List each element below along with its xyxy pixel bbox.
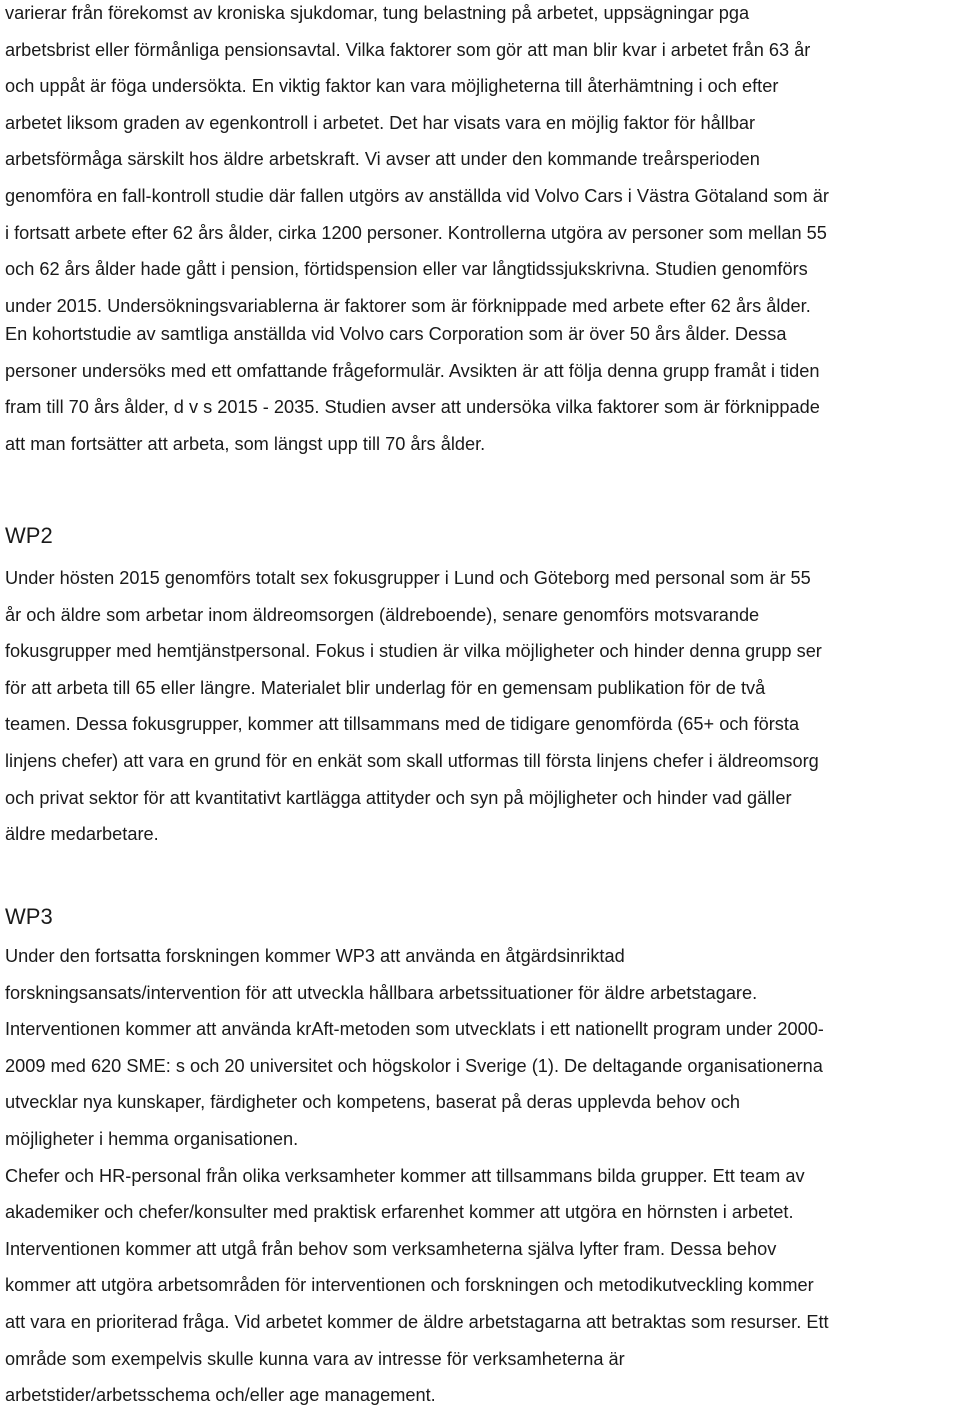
text-line: att vara en prioriterad fråga. Vid arbetet kommer de äldre arbetstagarna att betraktas som resurser. Ett [5, 1311, 829, 1332]
text-line: för att arbeta till 65 eller längre. Materialet blir underlag för en gemensam publikation för de två [5, 677, 766, 698]
text-line: i fortsatt arbete efter 62 års ålder, cirka 1200 personer. Kontrollerna utgöra av personer som mellan 55 [5, 222, 827, 243]
text-line: teamen. Dessa fokusgrupper, kommer att tillsammans med de tidigare genomförda (65+ och första [5, 714, 800, 735]
text-line: En kohortstudie av samtliga anställda vid Volvo cars Corporation som är över 50 års ålder. Dessa [5, 324, 787, 344]
text-line: personer undersöks med ett omfattande frågeformulär. Avsikten är att följa denna grupp framåt i tiden [5, 360, 820, 381]
text-line: Interventionen kommer att använda krAft-metoden som utvecklats i ett nationellt program under 2000- [5, 1019, 824, 1040]
text-line: genomföra en fall-kontroll studie där fallen utgörs av anställda vid Volvo Cars i Västra Götaland som är [5, 185, 829, 206]
text-line: 2009 med 620 SME: s och 20 universitet och högskolor i Sverige (1). De deltagande organisationerna [5, 1055, 823, 1076]
text-line: kommer att utgöra arbetsområden för interventionen och forskningen och metodikutveckling kommer [5, 1275, 814, 1296]
text-line: arbetstider/arbetsschema och/eller age management. [5, 1385, 436, 1406]
text-line: Chefer och HR-personal från olika verksamheter kommer att tillsammans bilda grupper. Ett team av [5, 1165, 805, 1186]
text-line: att man fortsätter att arbeta, som längst upp till 70 års ålder. [5, 433, 486, 454]
text-line: område som exempelvis skulle kunna vara av intresse för verksamheterna är [5, 1348, 625, 1369]
text-line: arbetsbrist eller förmånliga pensionsavtal. Vilka faktorer som gör att man blir kvar i arbetet från 63 år [5, 39, 811, 60]
text-line: fram till 70 års ålder, d v s 2015 - 2035. Studien avser att undersöka vilka faktorer som är förknippade [5, 397, 820, 418]
paragraph-wp2 [5, 560, 822, 853]
text-line: och uppåt är föga undersökta. En viktig faktor kan vara möjligheterna till återhämtning i och efter [5, 76, 779, 97]
paragraph-intro [5, 0, 829, 324]
section-heading-wp3: WP3 [5, 904, 53, 929]
text-line: arbetsförmåga särskilt hos äldre arbetskraft. Vi avser att under den kommande treårsperioden [5, 149, 760, 170]
paragraph-cohort-study [5, 316, 820, 462]
text-line: forskningsansats/intervention för att utveckla hållbara arbetssituationer för äldre arbetstagare. [5, 982, 758, 1003]
text-line: Under hösten 2015 genomförs totalt sex fokusgrupper i Lund och Göteborg med personal som är 55 [5, 568, 811, 588]
paragraph-wp3 [5, 938, 829, 1414]
text-line: möjligheter i hemma organisationen. [5, 1128, 299, 1149]
text-line: varierar från förekomst av kroniska sjukdomar, tung belastning på arbetet, uppsägningar pga [5, 3, 750, 23]
text-line: under 2015. Undersökningsvariablerna är faktorer som är förknippade med arbete efter 62 års ålder. [5, 295, 811, 316]
section-heading-wp2: WP2 [5, 523, 53, 548]
text-line: akademiker och chefer/konsulter med praktisk erfarenhet kommer att utgöra en hörnsten i arbetet. [5, 1202, 794, 1223]
text-line: utvecklar nya kunskaper, färdigheter och kompetens, baserat på deras upplevda behov och [5, 1092, 741, 1113]
text-line: och 62 års ålder hade gått i pension, förtidspension eller var långtidssjukskrivna. Studien genomförs [5, 259, 808, 280]
text-line: arbetet liksom graden av egenkontroll i arbetet. Det har visats vara en möjlig faktor för hållbar [5, 112, 756, 133]
text-line: äldre medarbetare. [5, 824, 159, 845]
text-line: linjens chefer) att vara en grund för en enkät som skall utformas till första linjens chefer i äldreomsorg [5, 750, 819, 771]
text-line: år och äldre som arbetar inom äldreomsorgen (äldreboende), senare genomförs motsvarande [5, 604, 760, 625]
text-line: fokusgrupper med hemtjänstpersonal. Fokus i studien är vilka möjligheter och hinder denna grupp ser [5, 641, 822, 662]
text-line: Under den fortsatta forskningen kommer WP3 att använda en åtgärdsinriktad [5, 946, 625, 966]
text-line: Interventionen kommer att utgå från behov som verksamheterna själva lyfter fram. Dessa behov [5, 1238, 777, 1259]
text-line: och privat sektor för att kvantitativt kartlägga attityder och syn på möjligheter och hinder vad gäller [5, 787, 792, 808]
